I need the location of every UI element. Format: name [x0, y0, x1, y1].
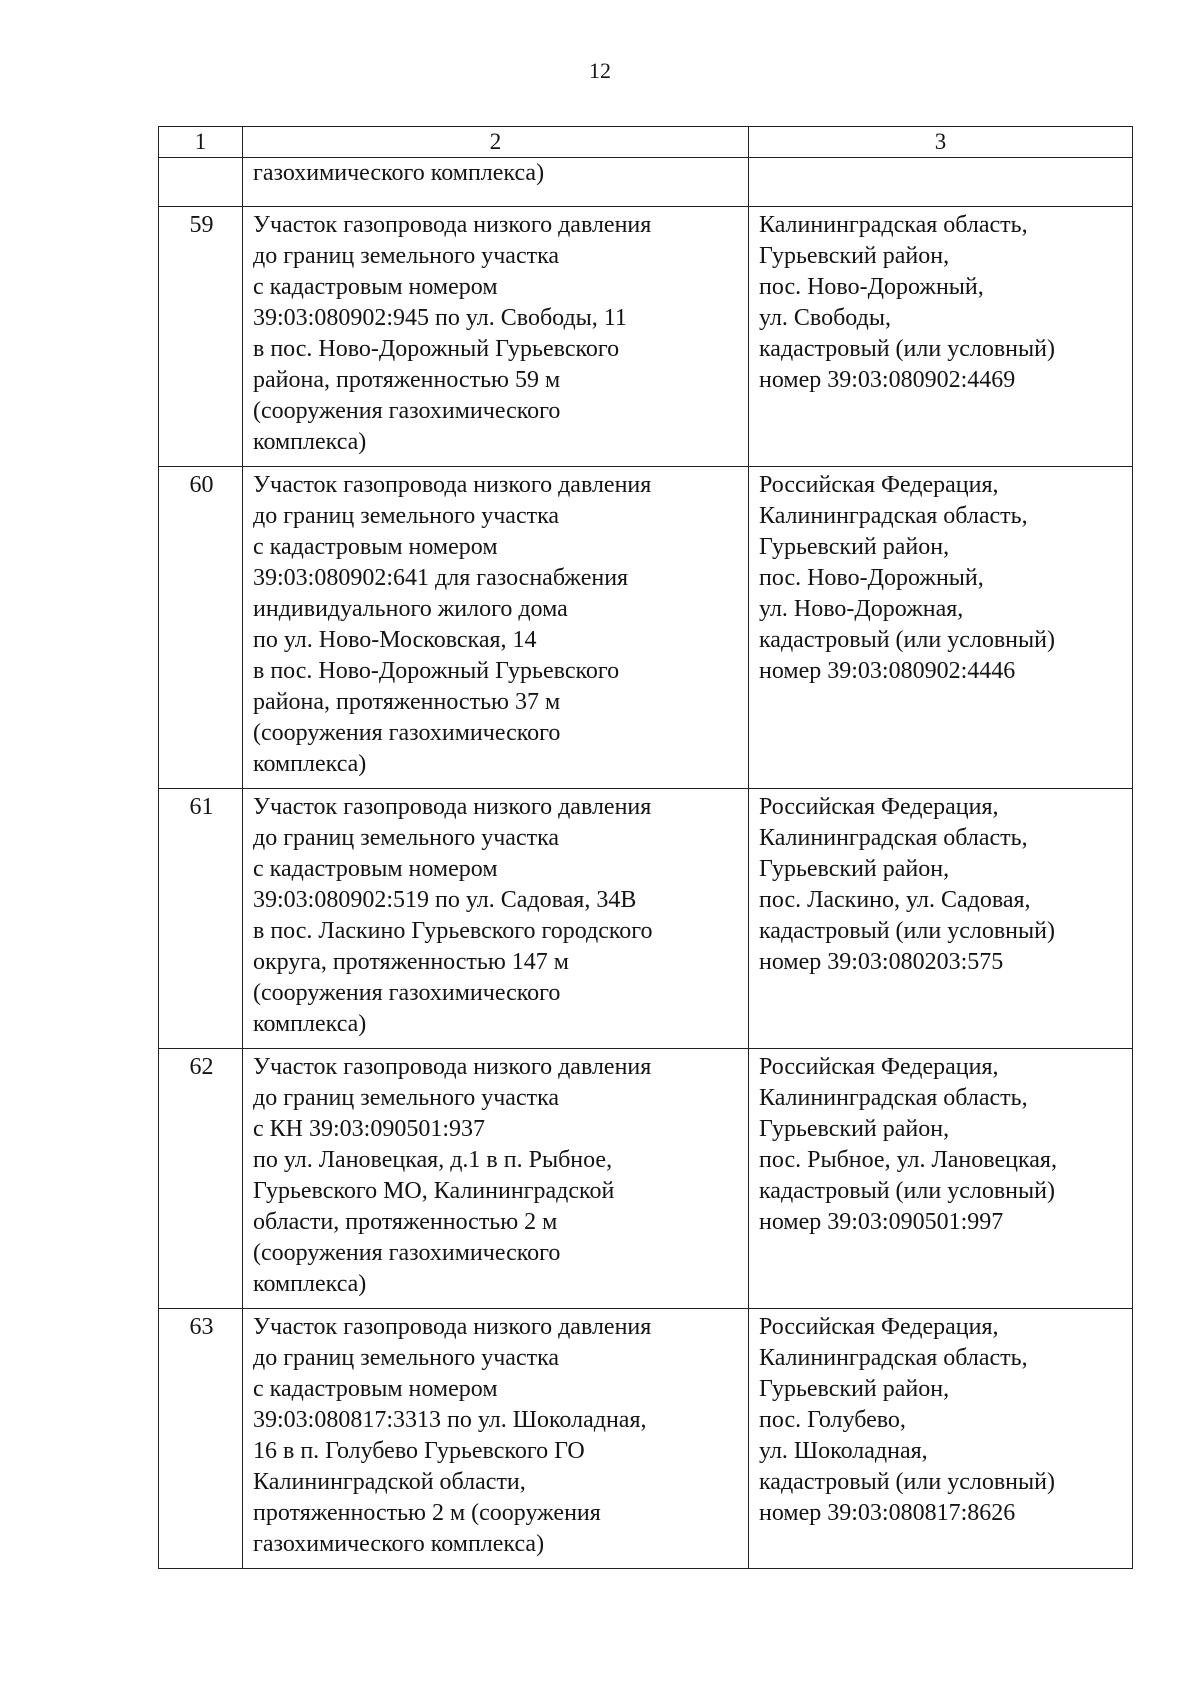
description-line: Участок газопровода низкого давления	[253, 1054, 652, 1080]
description-line: 39:03:080902:641 для газоснабжения	[253, 565, 629, 591]
table-row	[159, 1309, 1133, 1569]
description-line: Калининградской области,	[253, 1469, 526, 1495]
location-line: ул. Свободы,	[759, 305, 891, 331]
description-line: газохимического комплекса)	[253, 1531, 545, 1557]
location-line: Российская Федерация,	[759, 794, 999, 820]
description-line: в пос. Ново-Дорожный Гурьевского	[253, 658, 620, 684]
location-line: пос. Голубево,	[759, 1407, 906, 1433]
location-line: кадастровый (или условный)	[759, 1469, 1055, 1495]
description-line: Участок газопровода низкого давления	[253, 212, 652, 238]
description-line: области, протяженностью 2 м	[253, 1209, 558, 1235]
description-line: комплекса)	[253, 1011, 367, 1037]
description-line: 16 в п. Голубево Гурьевского ГО	[253, 1438, 585, 1464]
description-line: комплекса)	[253, 751, 367, 777]
description-line: до границ земельного участка	[253, 1085, 560, 1111]
header-col-3: 3	[749, 127, 1133, 158]
description-line: 39:03:080902:519 по ул. Садовая, 34В	[253, 887, 637, 913]
description-line: Участок газопровода низкого давления	[253, 794, 652, 820]
description-line: (сооружения газохимического	[253, 980, 561, 1006]
description-line: в пос. Ласкино Гурьевского городского	[253, 918, 653, 944]
description-line: 39:03:080817:3313 по ул. Шоколадная,	[253, 1407, 647, 1433]
location-line: Российская Федерация,	[759, 472, 999, 498]
row-number-cell: 63	[159, 1309, 243, 1569]
object-location-cell	[749, 467, 1133, 789]
location-line: Гурьевский район,	[759, 534, 950, 560]
location-line: номер 39:03:080203:575	[759, 949, 1004, 975]
location-line: пос. Рыбное, ул. Лановецкая,	[759, 1147, 1057, 1173]
location-line: Калининградская область,	[759, 1085, 1028, 1111]
description-line: района, протяженностью 37 м	[253, 689, 561, 715]
description-line: комплекса)	[253, 429, 367, 455]
table-row	[159, 1049, 1133, 1309]
location-line: номер 39:03:080902:4469	[759, 367, 1016, 393]
description-line: (сооружения газохимического	[253, 1240, 561, 1266]
object-description-cell	[243, 467, 749, 789]
location-line: Гурьевский район,	[759, 1116, 950, 1142]
table-row	[159, 789, 1133, 1049]
continuation-number-cell	[159, 158, 243, 207]
location-line: пос. Ласкино, ул. Садовая,	[759, 887, 1031, 913]
description-line: Гурьевского МО, Калининградской	[253, 1178, 615, 1204]
continuation-location-cell	[749, 158, 1133, 207]
location-line: пос. Ново-Дорожный,	[759, 274, 984, 300]
table-header-row	[159, 127, 1133, 158]
description-line: Участок газопровода низкого давления	[253, 472, 652, 498]
object-description-cell	[243, 207, 749, 467]
description-line: района, протяженностью 59 м	[253, 367, 561, 393]
description-line: протяженностью 2 м (сооружения	[253, 1500, 601, 1526]
location-line: пос. Ново-Дорожный,	[759, 565, 984, 591]
location-line: Калининградская область,	[759, 212, 1028, 238]
object-location-cell	[749, 1049, 1133, 1309]
location-line: кадастровый (или условный)	[759, 627, 1055, 653]
location-line: Калининградская область,	[759, 503, 1028, 529]
description-line: (сооружения газохимического	[253, 720, 561, 746]
description-line: в пос. Ново-Дорожный Гурьевского	[253, 336, 620, 362]
description-line: (сооружения газохимического	[253, 398, 561, 424]
location-line: ул. Шоколадная,	[759, 1438, 928, 1464]
description-line: округа, протяженностью 147 м	[253, 949, 569, 975]
description-line: с кадастровым номером	[253, 1376, 498, 1402]
location-line: кадастровый (или условный)	[759, 1178, 1055, 1204]
description-line: индивидуального жилого дома	[253, 596, 568, 622]
object-location-cell	[749, 207, 1133, 467]
description-line: до границ земельного участка	[253, 1345, 560, 1371]
location-line: Российская Федерация,	[759, 1054, 999, 1080]
description-line: Участок газопровода низкого давления	[253, 1314, 652, 1340]
table-row	[159, 207, 1133, 467]
continuation-row	[159, 158, 1133, 207]
row-number-cell: 59	[159, 207, 243, 467]
row-number-cell: 61	[159, 789, 243, 1049]
location-line: номер 39:03:090501:997	[759, 1209, 1004, 1235]
row-number-cell: 60	[159, 467, 243, 789]
header-col-2: 2	[243, 127, 749, 158]
location-line: Калининградская область,	[759, 1345, 1028, 1371]
location-line: Калининградская область,	[759, 825, 1028, 851]
description-line: газохимического комплекса)	[253, 160, 545, 186]
description-line: с кадастровым номером	[253, 856, 498, 882]
location-line: кадастровый (или условный)	[759, 918, 1055, 944]
header-col-1: 1	[159, 127, 243, 158]
continuation-description-cell	[243, 158, 749, 207]
object-description-cell	[243, 1309, 749, 1569]
description-line: по ул. Ново-Московская, 14	[253, 627, 537, 653]
description-line: комплекса)	[253, 1271, 367, 1297]
description-line: до границ земельного участка	[253, 825, 560, 851]
object-description-cell	[243, 1049, 749, 1309]
page-number: 12	[589, 58, 611, 83]
description-line: 39:03:080902:945 по ул. Свободы, 11	[253, 305, 627, 331]
object-location-cell	[749, 789, 1133, 1049]
description-line: с кадастровым номером	[253, 274, 498, 300]
description-line: до границ земельного участка	[253, 503, 560, 529]
location-line: ул. Ново-Дорожная,	[759, 596, 964, 622]
row-number-cell: 62	[159, 1049, 243, 1309]
table-row	[159, 467, 1133, 789]
location-line: Российская Федерация,	[759, 1314, 999, 1340]
location-line: номер 39:03:080817:8626	[759, 1500, 1016, 1526]
location-line: Гурьевский район,	[759, 856, 950, 882]
description-line: по ул. Лановецкая, д.1 в п. Рыбное,	[253, 1147, 613, 1173]
location-line: Гурьевский район,	[759, 1376, 950, 1402]
location-line: кадастровый (или условный)	[759, 336, 1055, 362]
location-line: Гурьевский район,	[759, 243, 950, 269]
objects-table	[158, 126, 1133, 1569]
description-line: с КН 39:03:090501:937	[253, 1116, 485, 1142]
description-line: до границ земельного участка	[253, 243, 560, 269]
object-location-cell	[749, 1309, 1133, 1569]
location-line: номер 39:03:080902:4446	[759, 658, 1016, 684]
description-line: с кадастровым номером	[253, 534, 498, 560]
object-description-cell	[243, 789, 749, 1049]
